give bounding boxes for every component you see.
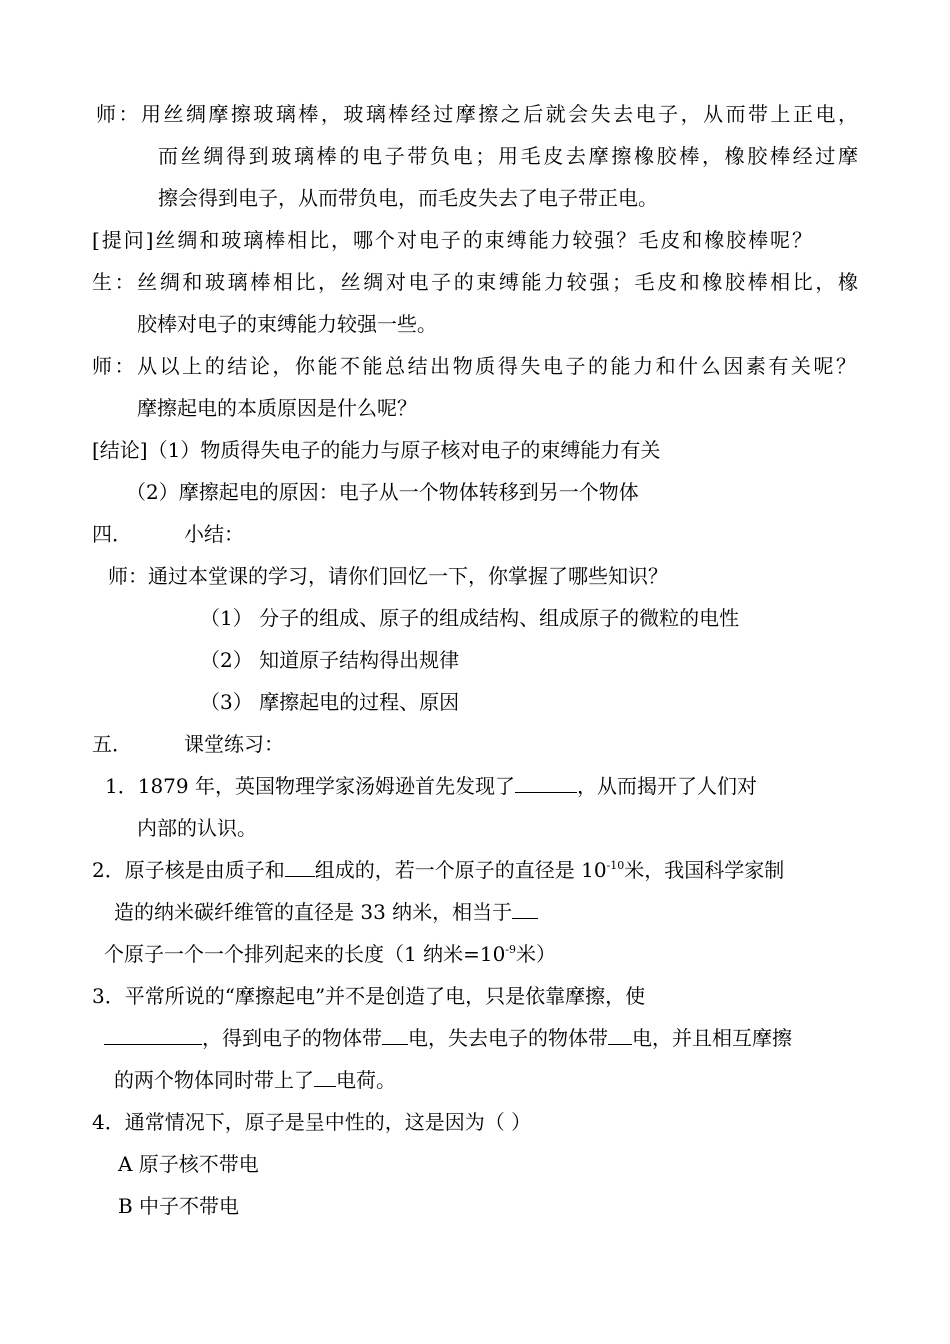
teacher-paragraph-2-line-2: 摩擦起电的本质原因是什么呢？ bbox=[137, 396, 417, 420]
section-5-title: 课堂练习： bbox=[184, 732, 284, 756]
exercise-2-exponent-1: -10 bbox=[606, 859, 625, 872]
section-4-number: 四． bbox=[92, 522, 132, 546]
exercise-1-line-1 bbox=[105, 772, 757, 800]
exercise-4-option-b: B 中子不带电 bbox=[118, 1194, 240, 1218]
exercise-3-text-e: 的两个物体同时带上了 bbox=[114, 1068, 314, 1092]
exercise-3-blank-1 bbox=[104, 1024, 202, 1045]
exercise-3-text-f: 电荷。 bbox=[336, 1068, 396, 1092]
summary-item-2: （2） 知道原子结构得出规律 bbox=[200, 648, 460, 672]
exercise-2-line-3 bbox=[104, 940, 556, 972]
exercise-3-text-c: 电，失去电子的物体带 bbox=[408, 1026, 608, 1050]
section-4-title: 小结： bbox=[184, 522, 244, 546]
exercise-3-text-b: ，得到电子的物体带 bbox=[202, 1026, 382, 1050]
exercise-4-question: 4．通常情况下，原子是呈中性的，这是因为（ ） bbox=[92, 1110, 532, 1134]
exercise-3-blank-4 bbox=[314, 1066, 336, 1087]
summary-item-3: （3） 摩擦起电的过程、原因 bbox=[200, 690, 460, 714]
teacher-paragraph-1-line-1: 师：用丝绸摩擦玻璃棒，玻璃棒经过摩擦之后就会失去电子，从而带上正电， bbox=[96, 102, 858, 126]
exercise-3-blank-2 bbox=[382, 1024, 408, 1045]
exercise-1-text-a: 1．1879 年，英国物理学家汤姆逊首先发现了 bbox=[105, 774, 515, 798]
exercise-3-blank-3 bbox=[608, 1024, 632, 1045]
conclusion-line-1: [结论]（1）物质得失电子的能力与原子核对电子的束缚能力有关 bbox=[92, 438, 661, 462]
summary-item-1: （1） 分子的组成、原子的组成结构、组成原子的微粒的电性 bbox=[200, 606, 740, 630]
teacher-paragraph-1-line-2: 而丝绸得到玻璃棒的电子带负电；用毛皮去摩擦橡胶棒，橡胶棒经过摩 bbox=[158, 144, 858, 168]
exercise-2-text-a: 2．原子核是由质子和 bbox=[92, 858, 285, 882]
summary-intro: 师：通过本堂课的学习，请你们回忆一下，你掌握了哪些知识？ bbox=[108, 564, 668, 588]
conclusion-line-2: （2）摩擦起电的原因：电子从一个物体转移到另一个物体 bbox=[126, 480, 639, 504]
exercise-1-blank bbox=[515, 772, 577, 793]
exercise-2-blank-2 bbox=[512, 898, 538, 919]
exercise-3-line-2 bbox=[104, 1024, 792, 1052]
exercise-3-text-d: 电，并且相互摩擦 bbox=[632, 1026, 792, 1050]
exercise-2-line-2 bbox=[114, 898, 538, 926]
student-line-1: 生：丝绸和玻璃棒相比，丝绸对电子的束缚能力较强；毛皮和橡胶棒相比，橡 bbox=[92, 270, 858, 294]
exercise-2-line-1 bbox=[92, 856, 784, 888]
exercise-2-text-c: 米，我国科学家制 bbox=[624, 858, 785, 882]
teacher-paragraph-2-line-1: 师：从以上的结论，你能不能总结出物质得失电子的能力和什么因素有关呢？ bbox=[92, 354, 856, 378]
exercise-2-blank-1 bbox=[285, 856, 315, 877]
exercise-2-text-d: 造的纳米碳纤维管的直径是 33 纳米，相当于 bbox=[114, 900, 513, 924]
exercise-2-text-e: 个原子一个一个排列起来的长度（1 纳米=10 bbox=[104, 942, 506, 966]
exercise-1-line-2: 内部的认识。 bbox=[137, 816, 257, 840]
exercise-3-line-1: 3．平常所说的“摩擦起电”并不是创造了电，只是依靠摩擦，使 bbox=[92, 984, 646, 1008]
student-line-2: 胶棒对电子的束缚能力较强一些。 bbox=[137, 312, 437, 336]
section-5-number: 五． bbox=[92, 732, 132, 756]
exercise-1-text-b: ，从而揭开了人们对 bbox=[576, 774, 757, 798]
exercise-2-text-f: 米） bbox=[516, 942, 557, 966]
exercise-2-exponent-2: -9 bbox=[505, 943, 517, 956]
exercise-4-option-a: A 原子核不带电 bbox=[118, 1152, 259, 1176]
exercise-2-text-b: 组成的，若一个原子的直径是 10 bbox=[314, 858, 607, 882]
question-line: [提问]丝绸和玻璃棒相比，哪个对电子的束缚能力较强？毛皮和橡胶棒呢？ bbox=[92, 228, 812, 252]
teacher-paragraph-1-line-3: 擦会得到电子，从而带负电，而毛皮失去了电子带正电。 bbox=[158, 186, 658, 210]
exercise-3-line-3 bbox=[114, 1066, 396, 1094]
